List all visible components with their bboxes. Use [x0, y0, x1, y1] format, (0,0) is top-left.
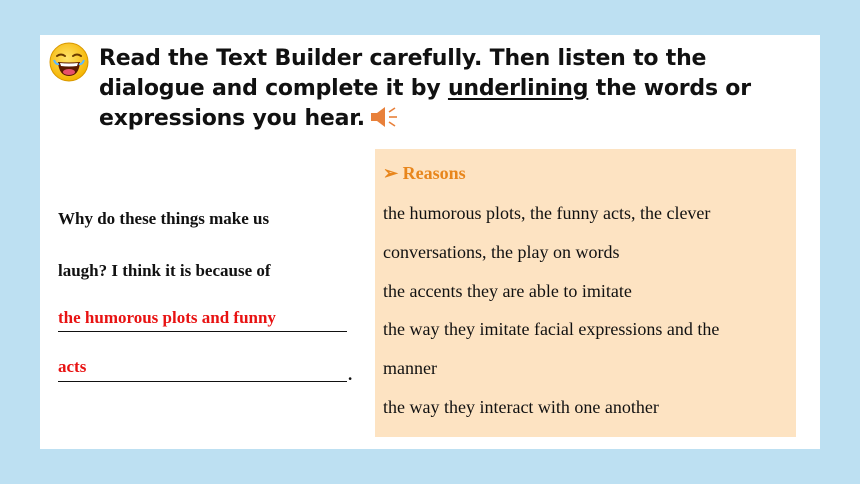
slide-panel — [40, 35, 820, 449]
reasons-title-text: Reasons — [402, 163, 466, 183]
end-punctuation: . — [348, 365, 353, 384]
answer-blank-line — [58, 331, 347, 332]
instruction-part: the words or expressions you hear. — [99, 76, 751, 131]
reason-line: the way they imitate facial expressions and the — [383, 319, 720, 339]
reason-line: the accents they are able to imitate — [383, 281, 632, 301]
instruction-part: Read the Text Builder carefully. Then listen to the dialogue and complete it by — [99, 46, 707, 101]
reason-line: conversations, the play on words — [383, 242, 620, 262]
question-line: Why do these things make us — [58, 209, 270, 228]
reason-line: the humorous plots, the funny acts, the clever — [383, 203, 711, 223]
reason-line: manner — [383, 358, 437, 378]
reasons-title — [383, 163, 466, 184]
reason-line: the way they interact with one another — [383, 397, 659, 417]
laughing-face-icon — [49, 42, 89, 82]
instruction-text — [99, 44, 799, 134]
answer-text: acts — [58, 357, 87, 376]
instruction-underlined-word: underlining — [447, 76, 589, 101]
question-line: laugh? I think it is because of — [58, 261, 271, 280]
answer-blank-line — [58, 381, 347, 382]
speaker-icon[interactable] — [369, 105, 399, 129]
answer-text: the humorous plots and funny — [58, 308, 276, 327]
arrow-bullet-icon: ➢ — [383, 163, 403, 183]
reasons-box — [375, 149, 796, 437]
